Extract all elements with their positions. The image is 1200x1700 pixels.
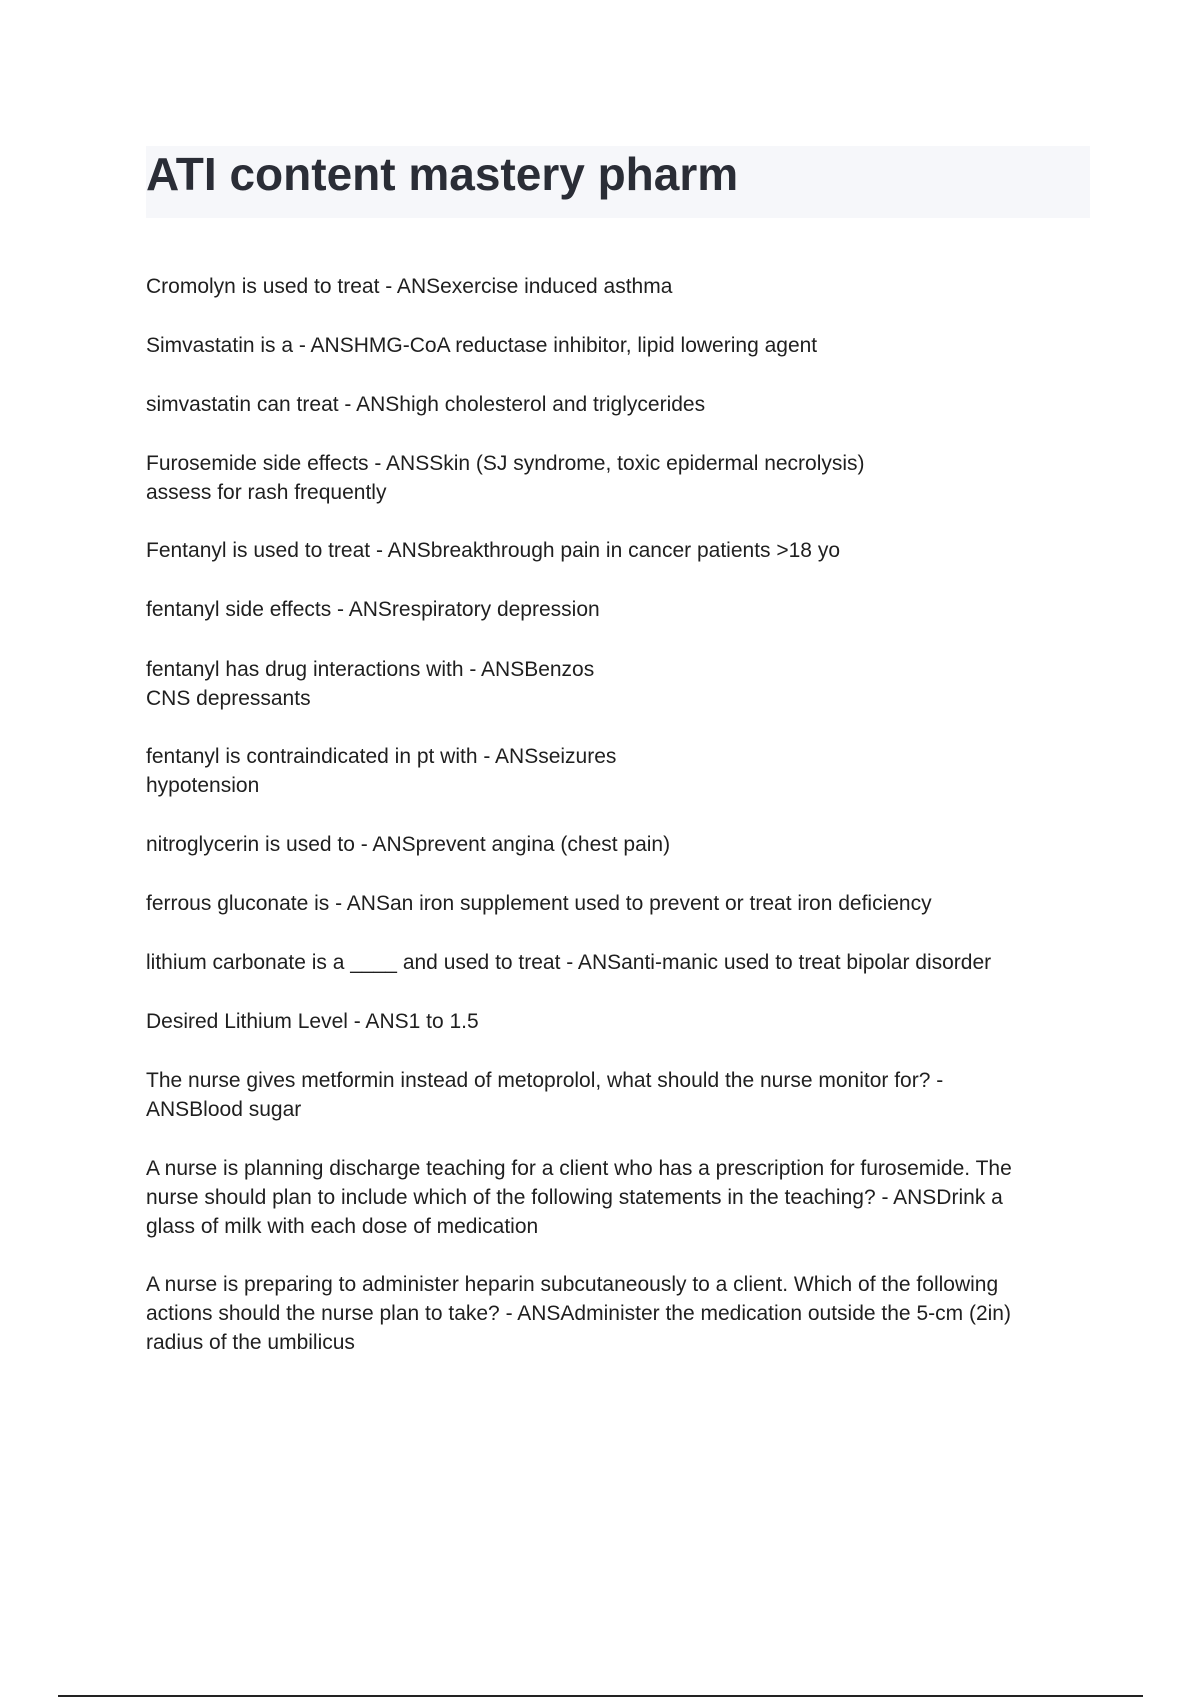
qa-item-simvastatin-treats: simvastatin can treat - ANShigh cholesterol and triglycerides <box>146 393 706 416</box>
qa-item-furosemide-teaching: A nurse is planning discharge teaching for a client who has a prescription for furosemide. The nurse should plan to include which of the following statements in the teaching? - ANSDrink a glass of milk with each dose of medication <box>146 1157 1012 1238</box>
qa-item-metformin-error: The nurse gives metformin instead of metoprolol, what should the nurse monitor for? - ANSBlood sugar <box>146 1069 944 1121</box>
page-title: ATI content mastery pharm <box>146 148 739 200</box>
qa-item-simvastatin-class: Simvastatin is a - ANSHMG-CoA reductase inhibitor, lipid lowering agent <box>146 334 818 357</box>
qa-item-fentanyl-interactions: fentanyl has drug interactions with - ANSBenzos CNS depressants <box>146 658 595 710</box>
qa-item-heparin-administration: A nurse is preparing to administer heparin subcutaneously to a client. Which of the following actions should the nurse plan to take? - ANSAdminister the medication outside the 5-cm (2in) radius of the umbilicus <box>146 1273 1011 1354</box>
qa-item-fentanyl-side-effects: fentanyl side effects - ANSrespiratory depression <box>146 598 600 621</box>
qa-item-lithium-level: Desired Lithium Level - ANS1 to 1.5 <box>146 1010 479 1033</box>
qa-item-nitroglycerin: nitroglycerin is used to - ANSprevent angina (chest pain) <box>146 833 671 856</box>
qa-item-lithium-carbonate: lithium carbonate is a ____ and used to treat - ANSanti-manic used to treat bipolar disorder <box>146 951 992 974</box>
footer-rule <box>58 1695 1143 1697</box>
qa-item-fentanyl-use: Fentanyl is used to treat - ANSbreakthrough pain in cancer patients >18 yo <box>146 539 840 562</box>
qa-item-ferrous-gluconate: ferrous gluconate is - ANSan iron supplement used to prevent or treat iron deficiency <box>146 892 932 915</box>
qa-item-fentanyl-contraindications: fentanyl is contraindicated in pt with - ANSseizures hypotension <box>146 745 617 797</box>
qa-item-furosemide-side-effects: Furosemide side effects - ANSSkin (SJ syndrome, toxic epidermal necrolysis) assess for rash frequently <box>146 452 865 504</box>
qa-item-cromolyn: Cromolyn is used to treat - ANSexercise induced asthma <box>146 275 673 298</box>
